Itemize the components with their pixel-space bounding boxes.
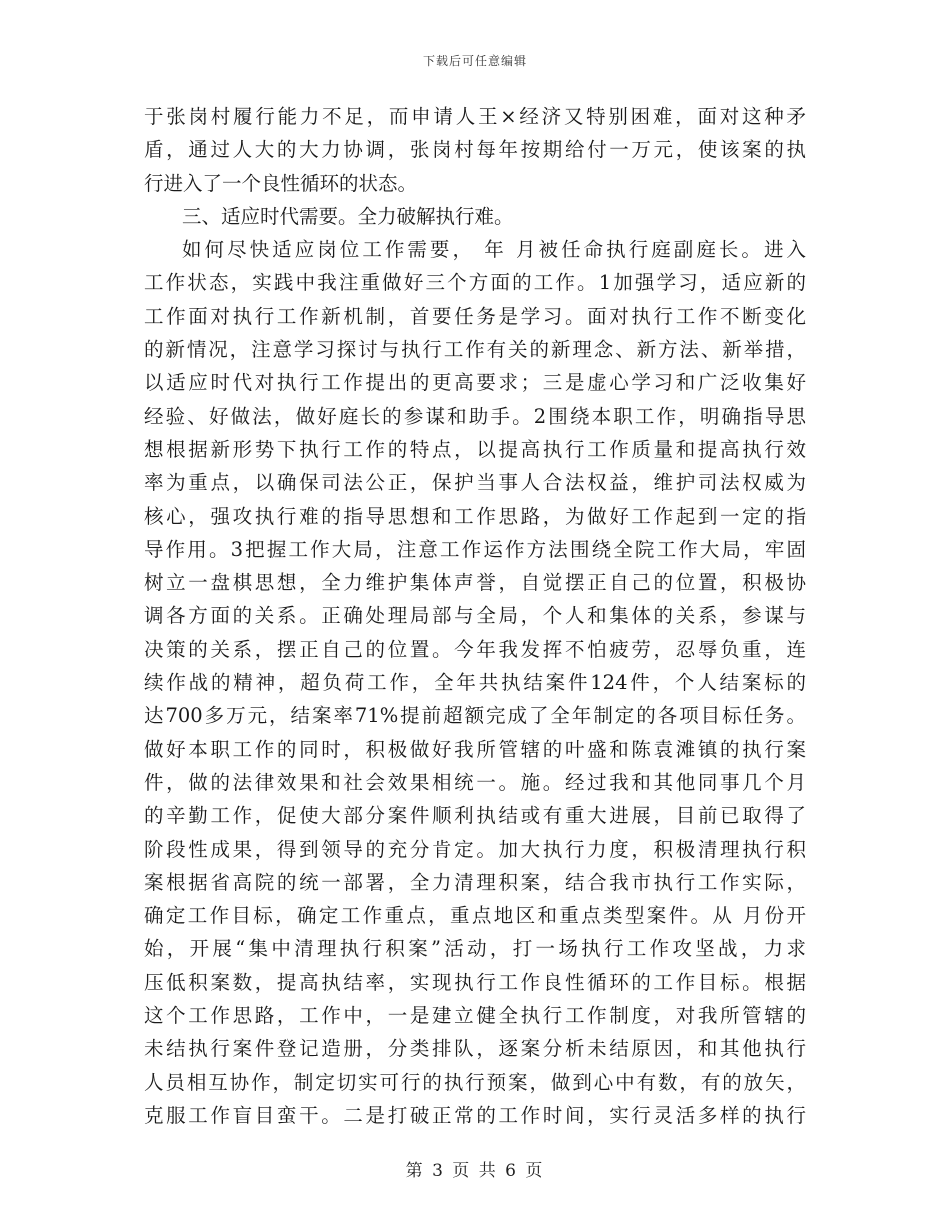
body-line: 压低积案数，提高执结率，实现执行工作良性循环的工作目标。根据 bbox=[144, 970, 806, 994]
body-line: 调各方面的关系。正确处理局部与全局，个人和集体的关系，参谋与 bbox=[144, 604, 806, 628]
body-line: 确定工作目标，确定工作重点，重点地区和重点类型案件。从 月份开 bbox=[144, 904, 806, 928]
body-line: 未结执行案件登记造册，分类排队，逐案分析未结原因，和其他执行 bbox=[144, 1037, 806, 1061]
body-line: 续作战的精神，超负荷工作，全年共执结案件124件，个人结案标的 bbox=[144, 671, 806, 695]
body-line: 阶段性成果，得到领导的充分肯定。加大执行力度，积极清理执行积 bbox=[144, 837, 806, 861]
body-line: 工作状态，实践中我注重做好三个方面的工作。1加强学习，适应新的 bbox=[144, 271, 806, 295]
body-line: 的辛勤工作，促使大部分案件顺利执结或有重大进展，目前已取得了 bbox=[144, 804, 806, 828]
body-line: 决策的关系，摆正自己的位置。今年我发挥不怕疲劳，忍辱负重，连 bbox=[144, 637, 806, 661]
page-header-note: 下载后可任意编辑 bbox=[422, 54, 527, 68]
section-heading: 三、适应时代需要。全力破解执行难。 bbox=[182, 204, 514, 228]
body-line: 率为重点，以确保司法公正，保护当事人合法权益，维护司法权威为 bbox=[144, 471, 806, 495]
body-line: 想根据新形势下执行工作的特点，以提高执行工作质量和提高执行效 bbox=[144, 437, 806, 461]
body-line: 克服工作盲目蛮干。二是打破正常的工作时间，实行灵活多样的执行 bbox=[144, 1103, 806, 1127]
body-line: 始，开展“集中清理执行积案”活动，打一场执行工作攻坚战，力求 bbox=[144, 937, 806, 961]
body-line: 盾，通过人大的大力协调，张岗村每年按期给付一万元，使该案的执 bbox=[144, 138, 806, 162]
document-body bbox=[144, 100, 806, 1132]
body-line: 的新情况，注意学习探讨与执行工作有关的新理念、新方法、新举措， bbox=[144, 338, 806, 362]
page-number-footer: 第 3 页 共 6 页 bbox=[405, 1161, 545, 1181]
body-line: 如何尽快适应岗位工作需要， 年 月被任命执行庭副庭长。进入 bbox=[182, 238, 806, 262]
body-line: 以适应时代对执行工作提出的更高要求；三是虚心学习和广泛收集好 bbox=[144, 371, 806, 395]
body-line: 核心，强攻执行难的指导思想和工作思路，为做好工作起到一定的指 bbox=[144, 504, 806, 528]
body-line: 案根据省高院的统一部署，全力清理积案，结合我市执行工作实际， bbox=[144, 870, 806, 894]
body-line: 做好本职工作的同时，积极做好我所管辖的叶盛和陈袁滩镇的执行案 bbox=[144, 737, 806, 761]
body-line: 于张岗村履行能力不足，而申请人王×经济又特别困难，面对这种矛 bbox=[144, 105, 806, 128]
body-line: 树立一盘棋思想，全力维护集体声誉，自觉摆正自己的位置，积极协 bbox=[144, 571, 806, 595]
body-line: 行进入了一个良性循环的状态。 bbox=[144, 171, 418, 195]
body-line: 件，做的法律效果和社会效果相统一。施。经过我和其他同事几个月 bbox=[144, 770, 806, 794]
body-line: 人员相互协作，制定切实可行的执行预案，做到心中有数，有的放矢， bbox=[144, 1070, 806, 1094]
body-line: 这个工作思路，工作中，一是建立健全执行工作制度，对我所管辖的 bbox=[144, 1004, 806, 1028]
body-line: 导作用。3把握工作大局，注意工作运作方法围绕全院工作大局，牢固 bbox=[144, 537, 806, 561]
body-line: 达700多万元，结案率71%提前超额完成了全年制定的各项目标任务。 bbox=[144, 704, 806, 728]
body-line: 工作面对执行工作新机制，首要任务是学习。面对执行工作不断变化 bbox=[144, 304, 806, 328]
body-line: 经验、好做法，做好庭长的参谋和助手。2围绕本职工作，明确指导思 bbox=[144, 404, 806, 428]
